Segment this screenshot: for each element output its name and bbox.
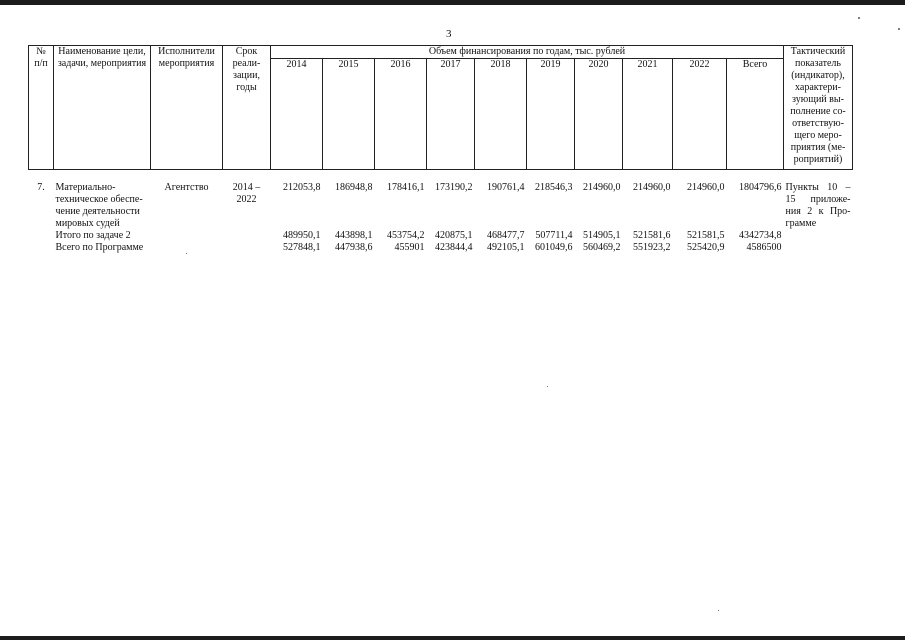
cell-2021: 521581,6 <box>633 230 671 241</box>
header-year-2021: 2021 <box>623 59 673 170</box>
header-funding-group: Объем финансирования по годам, тыс. рублей <box>271 46 784 59</box>
header-term: Срок реали-зации, годы <box>223 46 271 170</box>
cell-2015: 447938,6 <box>335 242 373 253</box>
cell-total: 1804796,6 <box>739 182 782 193</box>
header-year-2019: 2019 <box>527 59 575 170</box>
cell-2019: 507711,4 <box>535 230 573 241</box>
cell-2014: 212053,8 <box>283 182 321 193</box>
table-row <box>29 230 853 242</box>
table-row <box>29 242 853 254</box>
row-name: Итого по задаче 2 <box>55 230 131 241</box>
cell-2020: 560469,2 <box>583 242 621 253</box>
row-num-empty <box>29 230 54 242</box>
cell-2022: 521581,5 <box>687 230 725 241</box>
header-year-2015: 2015 <box>323 59 375 170</box>
header-year-2018: 2018 <box>475 59 527 170</box>
header-executors: Исполнители мероприятия <box>151 46 223 170</box>
cell-2016: 453754,2 <box>387 230 425 241</box>
row-executor-empty <box>151 230 223 242</box>
row-executor: Агентство <box>164 182 209 193</box>
scan-speck <box>547 386 548 387</box>
cell-2016: 455901 <box>394 242 425 253</box>
header-year-2016: 2016 <box>375 59 427 170</box>
cell-2017: 423844,4 <box>435 242 473 253</box>
header-indicator: Тактический показатель (индикатор), характери-зующий вы-полнение со-ответствую-щего меро-приятия (ме-роприятий) <box>784 46 853 170</box>
scan-speck <box>186 253 187 254</box>
header-total: Всего <box>727 59 784 170</box>
cell-2018: 190761,4 <box>487 182 525 193</box>
cell-2021: 214960,0 <box>633 182 671 193</box>
cell-total: 4586500 <box>746 242 782 253</box>
cell-2019: 601049,6 <box>535 242 573 253</box>
header-year-2014: 2014 <box>271 59 323 170</box>
header-gap <box>29 170 853 183</box>
row-name: Всего по Программе <box>55 242 144 253</box>
scan-top-edge <box>0 0 905 5</box>
row-term: 2014 – 2022 <box>232 182 261 205</box>
table-row <box>29 182 853 230</box>
row-indicator: Пункты 10 – 15 приложе-ния 2 к Про-грамме <box>785 182 851 229</box>
cell-2015: 443898,1 <box>335 230 373 241</box>
row-term-empty <box>223 230 271 242</box>
header-year-2020: 2020 <box>575 59 623 170</box>
row-name: Материально-техническое обеспе-чение деятельности мировых судей <box>55 182 143 229</box>
cell-2015: 186948,8 <box>335 182 373 193</box>
header-num: № п/п <box>29 46 54 170</box>
cell-2014: 527848,1 <box>283 242 321 253</box>
cell-2020: 214960,0 <box>583 182 621 193</box>
financing-table <box>28 45 853 254</box>
cell-2016: 178416,1 <box>387 182 425 193</box>
header-name: Наименование цели, задачи, мероприятия <box>54 46 151 170</box>
header-year-2022: 2022 <box>673 59 727 170</box>
cell-2017: 420875,1 <box>435 230 473 241</box>
cell-2017: 173190,2 <box>435 182 473 193</box>
cell-2018: 492105,1 <box>487 242 525 253</box>
cell-2018: 468477,7 <box>487 230 525 241</box>
scan-bottom-edge <box>0 636 905 640</box>
scan-speck <box>718 610 719 611</box>
cell-2021: 551923,2 <box>633 242 671 253</box>
header-year-2017: 2017 <box>427 59 475 170</box>
row-term-empty <box>223 242 271 254</box>
cell-2022: 214960,0 <box>687 182 725 193</box>
row-num: 7. <box>37 182 45 193</box>
cell-2019: 218546,3 <box>535 182 573 193</box>
cell-2022: 525420,9 <box>687 242 725 253</box>
row-num-empty <box>29 242 54 254</box>
cell-2014: 489950,1 <box>283 230 321 241</box>
scan-speck <box>898 28 900 30</box>
cell-total: 4342734,8 <box>739 230 782 241</box>
cell-2020: 514905,1 <box>583 230 621 241</box>
scan-speck <box>858 17 860 19</box>
page-number: 3 <box>446 28 452 40</box>
